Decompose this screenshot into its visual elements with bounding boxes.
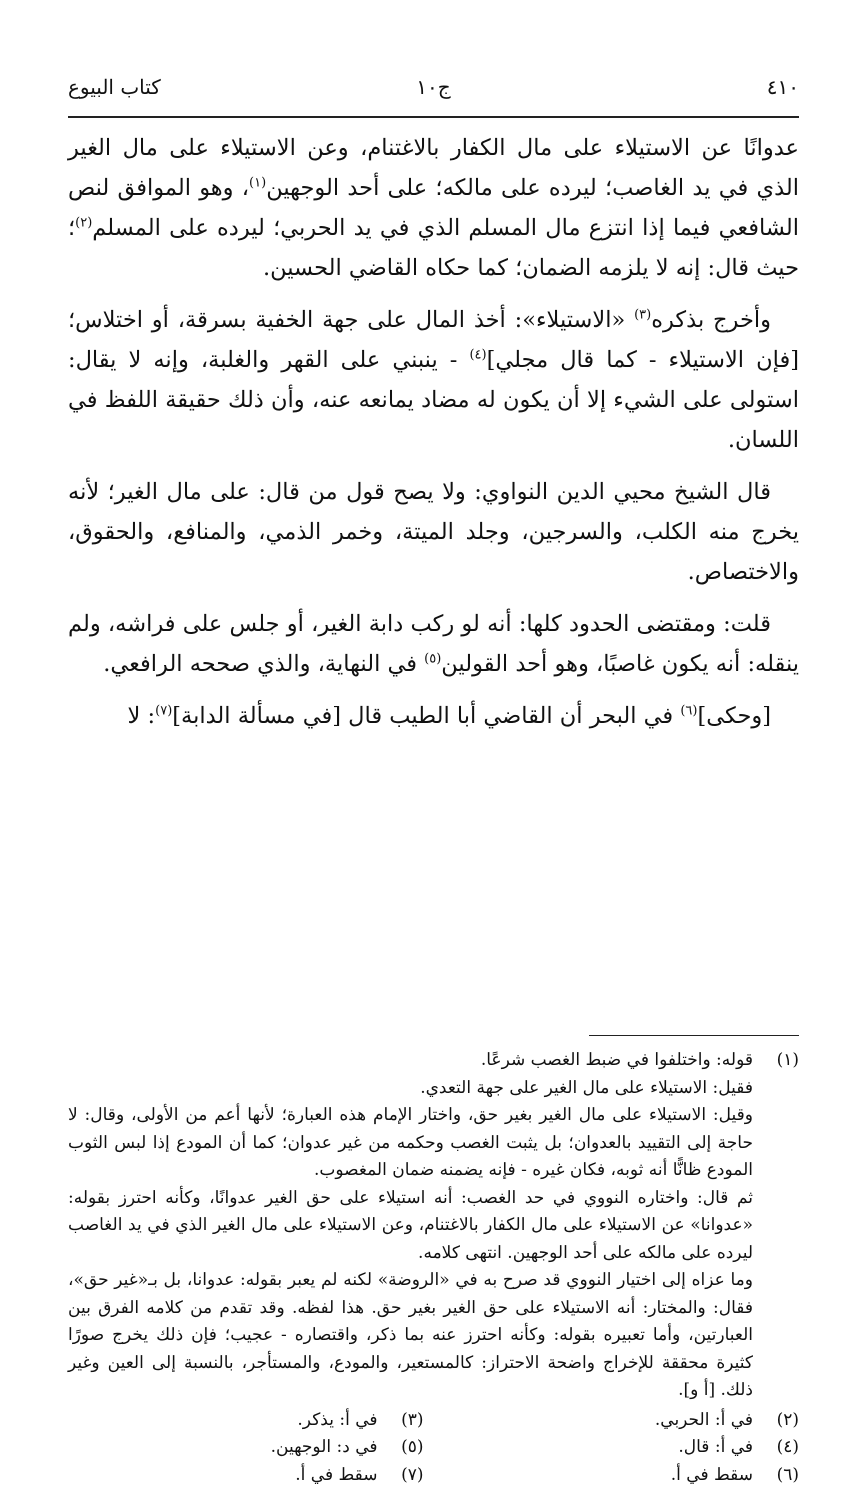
footnote-text: سقط في أ. — [671, 1462, 753, 1489]
footnote-ref: (٦) — [680, 704, 697, 719]
book-title: كتاب البيوع — [68, 75, 161, 99]
paragraph-3 — [68, 472, 799, 592]
header-divider — [68, 116, 799, 118]
footnote-divider — [589, 1035, 799, 1036]
footnote-line: وقيل: الاستيلاء على مال الغير بغير حق، واختار الإمام هذه العبارة؛ لأنها أعم من الأولى، وقال: لا حاجة إلى التقييد بالعدوان؛ بل يثبت الغصب وحكمه من غير عدوان؛ كما أن المودع إذا لبس الثوب المودع ظانًّا أنه ثوبه، فكان غيره - فإنه يضمنه ضمان المغصوب. — [68, 1102, 753, 1185]
footnote-ref: (٢) — [75, 216, 92, 231]
page-number: ٤١٠ — [767, 75, 799, 99]
text-run: قلت: ومقتضى الحدود كلها: أنه لو ركب دابة الغير، أو جلس على فراشه، ولم ينقله: أنه يكون غاصبًا، وهو أحد القولين — [68, 611, 799, 677]
footnote-ref: (٧) — [155, 704, 172, 719]
footnote-number: (١) — [753, 1047, 799, 1405]
footnote-item — [68, 1434, 424, 1462]
text-run: «الاستيلاء»: أخذ المال على جهة الخفية بسرقة، أو اختلاس؛ [فإن الاستيلاء - كما قال مجلي] — [68, 307, 799, 373]
footnote-1 — [68, 1047, 799, 1405]
footnote-text: في د: الوجهين. — [271, 1434, 378, 1462]
text-run: [وحكى] — [697, 703, 771, 729]
paragraph-5 — [68, 696, 799, 736]
footnote-line: قوله: واختلفوا في ضبط الغصب شرعًا. — [68, 1047, 753, 1075]
text-run: عدوانًا عن الاستيلاء على مال الكفار بالاغتنام، وعن الاستيلاء على مال الغير الذي في يد الغاصب؛ ليرده على مالكه؛ على أحد الوجهين — [68, 135, 799, 201]
footnote-item — [68, 1462, 424, 1489]
footnote-number: (٦) — [753, 1462, 799, 1489]
footnote-number: (٤) — [753, 1434, 799, 1462]
text-run: : لا — [128, 703, 156, 729]
footnote-item — [68, 1407, 424, 1435]
footnote-body — [68, 1047, 753, 1405]
footnote-ref: (١) — [249, 176, 266, 191]
footnotes — [68, 1047, 799, 1489]
paragraph-2 — [68, 300, 799, 460]
footnote-number: (٢) — [753, 1407, 799, 1435]
footnote-line: فقيل: الاستيلاء على مال الغير على جهة التعدي. — [68, 1075, 753, 1103]
footnote-ref: (٤) — [469, 348, 486, 363]
footnote-ref: (٥) — [424, 652, 441, 667]
footnote-item — [444, 1462, 800, 1489]
paragraph-4 — [68, 604, 799, 684]
footnote-text: في أ: الحربي. — [655, 1407, 753, 1435]
volume-label: ج١٠ — [416, 75, 450, 99]
footnote-list — [68, 1407, 799, 1489]
footnote-number: (٥) — [378, 1434, 424, 1462]
footnote-number: (٣) — [378, 1407, 424, 1435]
page-header — [68, 68, 799, 106]
footnote-text: في أ: يذكر. — [297, 1407, 377, 1435]
paragraph-1 — [68, 128, 799, 288]
text-run: - ينبني على القهر والغلبة، وإنه لا يقال: استولى على الشيء إلا أن يكون له مضاد يمانعه عنه، وأن ذلك حقيقة اللفظ في اللسان. — [68, 347, 799, 453]
text-run: ؛ حيث قال: إنه لا يلزمه الضمان؛ كما حكاه القاضي الحسين. — [68, 215, 799, 281]
main-text — [68, 128, 799, 748]
text-run: ، وهو الموافق لنص الشافعي فيما إذا انتزع مال المسلم الذي في يد الحربي؛ ليرده على المسلم — [68, 175, 799, 241]
footnote-line: وما عزاه إلى اختيار النووي قد صرح به في «الروضة» لكنه لم يعبر بقوله: عدوانا، بل بـ«غير حق»، فقال: والمختار: أنه الاستيلاء على حق الغير بغير حق. هذا لفظه. وقد تقدم من كلامه الفرق بين العبارتين، وأما تعبيره بقوله: وكأنه احترز عنه بما ذكر، واقتصاره - عجيب؛ فإن ذلك يخرج صورًا كثيرة محققة للإخراج واضحة الاحتراز: كالمستعير، والمودع، والمستأجر، بالنسبة إلى العين وغير ذلك. [أ و]. — [68, 1267, 753, 1405]
footnote-item — [444, 1407, 800, 1435]
footnote-number: (٧) — [378, 1462, 424, 1489]
footnote-item — [444, 1434, 800, 1462]
footnote-ref: (٣) — [634, 308, 651, 323]
footnote-text: سقط في أ. — [295, 1462, 377, 1489]
text-run: في النهاية، والذي صححه الرافعي. — [103, 651, 424, 677]
footnote-text: في أ: قال. — [678, 1434, 753, 1462]
footnote-line: ثم قال: واختاره النووي في حد الغصب: أنه استيلاء على حق الغير عدوانًا، وكأنه احترز بقوله: «عدوانا» عن الاستيلاء على مال الكفار بالاغتنام، وعن الاستيلاء على مال الغير الذي في يد الغاصب ليرده على مالكه على أحد الوجهين. انتهى كلامه. — [68, 1185, 753, 1268]
text-run: في البحر أن القاضي أبا الطيب قال [في مسألة الدابة] — [172, 703, 680, 729]
text-run: وأخرج بذكره — [651, 307, 771, 333]
text-run: قال الشيخ محيي الدين النواوي: ولا يصح قول من قال: على مال الغير؛ لأنه يخرج منه الكلب، والسرجين، وجلد الميتة، وخمر الذمي، والمنافع، والحقوق، والاختصاص. — [68, 479, 799, 585]
